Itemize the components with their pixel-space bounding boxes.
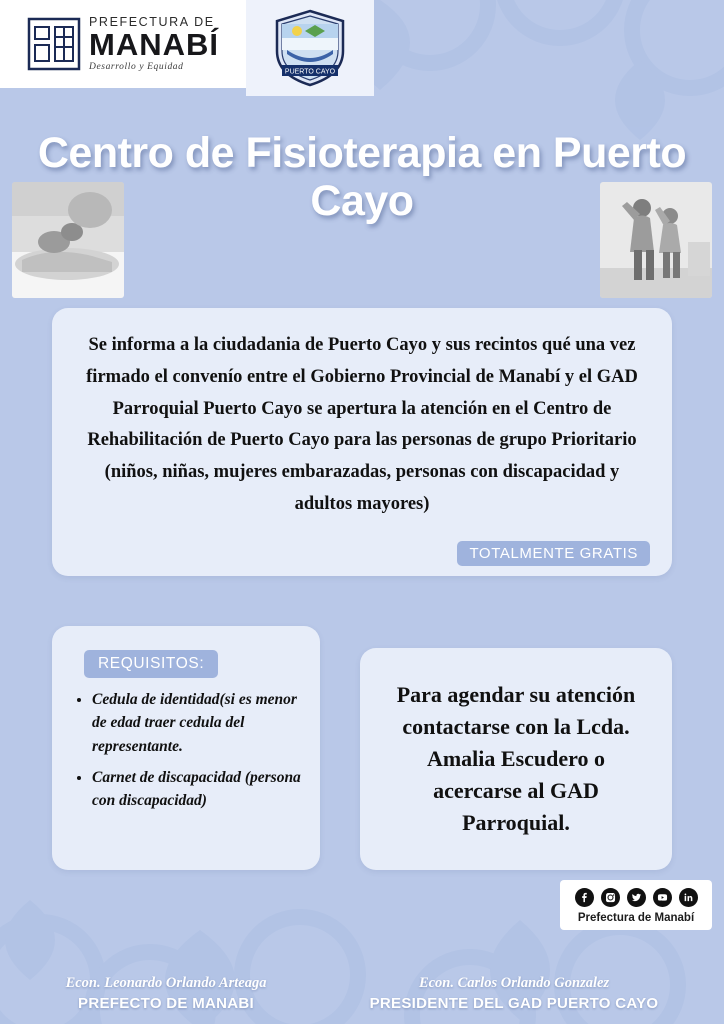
prefectura-line2: MANABÍ [89, 27, 219, 62]
list-item: • Cedula de identidad(si es menor de edad traer cedula del representante. [92, 688, 302, 758]
requisitos-card [52, 626, 320, 870]
page-title: Centro de Fisioterapia en Puerto Cayo [37, 128, 687, 225]
facebook-icon[interactable] [575, 888, 594, 907]
contacto-text: Para agendar su atención contactarse con la Lcda. Amalia Escudero o acercarse al GAD Parroquial. [396, 682, 636, 835]
building-icon [27, 15, 81, 73]
signatory-role: PRESIDENTE DEL GAD PUERTO CAYO [369, 995, 659, 1012]
prefectura-logo [0, 0, 246, 88]
twitter-icon[interactable] [627, 888, 646, 907]
requisitos-title: REQUISITOS: [84, 650, 218, 678]
footer-signatories [0, 975, 724, 1012]
svg-text:PUERTO CAYO: PUERTO CAYO [284, 68, 336, 76]
prefectura-tagline: Desarrollo y Equidad [89, 62, 184, 72]
social-label: Prefectura de Manabí [577, 912, 695, 924]
shield-crest-icon [273, 9, 347, 87]
youtube-icon[interactable] [653, 888, 672, 907]
status-badge-gratis: TOTALMENTE GRATIS [457, 541, 650, 566]
gad-puerto-cayo-logo [246, 0, 374, 96]
signatory-name: Econ. Leonardo Orlando Arteaga [65, 974, 267, 991]
signatory-role: PREFECTO DE MANABI [78, 995, 254, 1012]
signatory-prefecto [66, 975, 267, 1012]
info-card [52, 308, 672, 576]
requisitos-list [70, 688, 302, 812]
info-body: Se informa a la ciudadania de Puerto Cayo y sus recintos qué una vez firmado el convenío entre el Gobierno Provincial de Manabí y el GAD Parroquial Puerto Cayo se apertura la atención en el Centro de Rehabilitación de Puerto Cayo para las personas de grupo Prioritario (niños, niñas, mujeres embarazadas, personas con discapacidad y adultos mayores) [86, 335, 638, 515]
social-bar [560, 880, 712, 930]
linkedin-icon[interactable] [679, 888, 698, 907]
instagram-icon[interactable] [601, 888, 620, 907]
signatory-presidente [370, 975, 659, 1012]
signatory-name: Econ. Carlos Orlando Gonzalez [418, 974, 610, 991]
contacto-card [360, 648, 672, 870]
header-logos [0, 0, 374, 96]
prefectura-line1: PREFECTURA DE [89, 14, 215, 29]
list-item: • Carnet de discapacidad (persona con discapacidad) [92, 766, 302, 813]
